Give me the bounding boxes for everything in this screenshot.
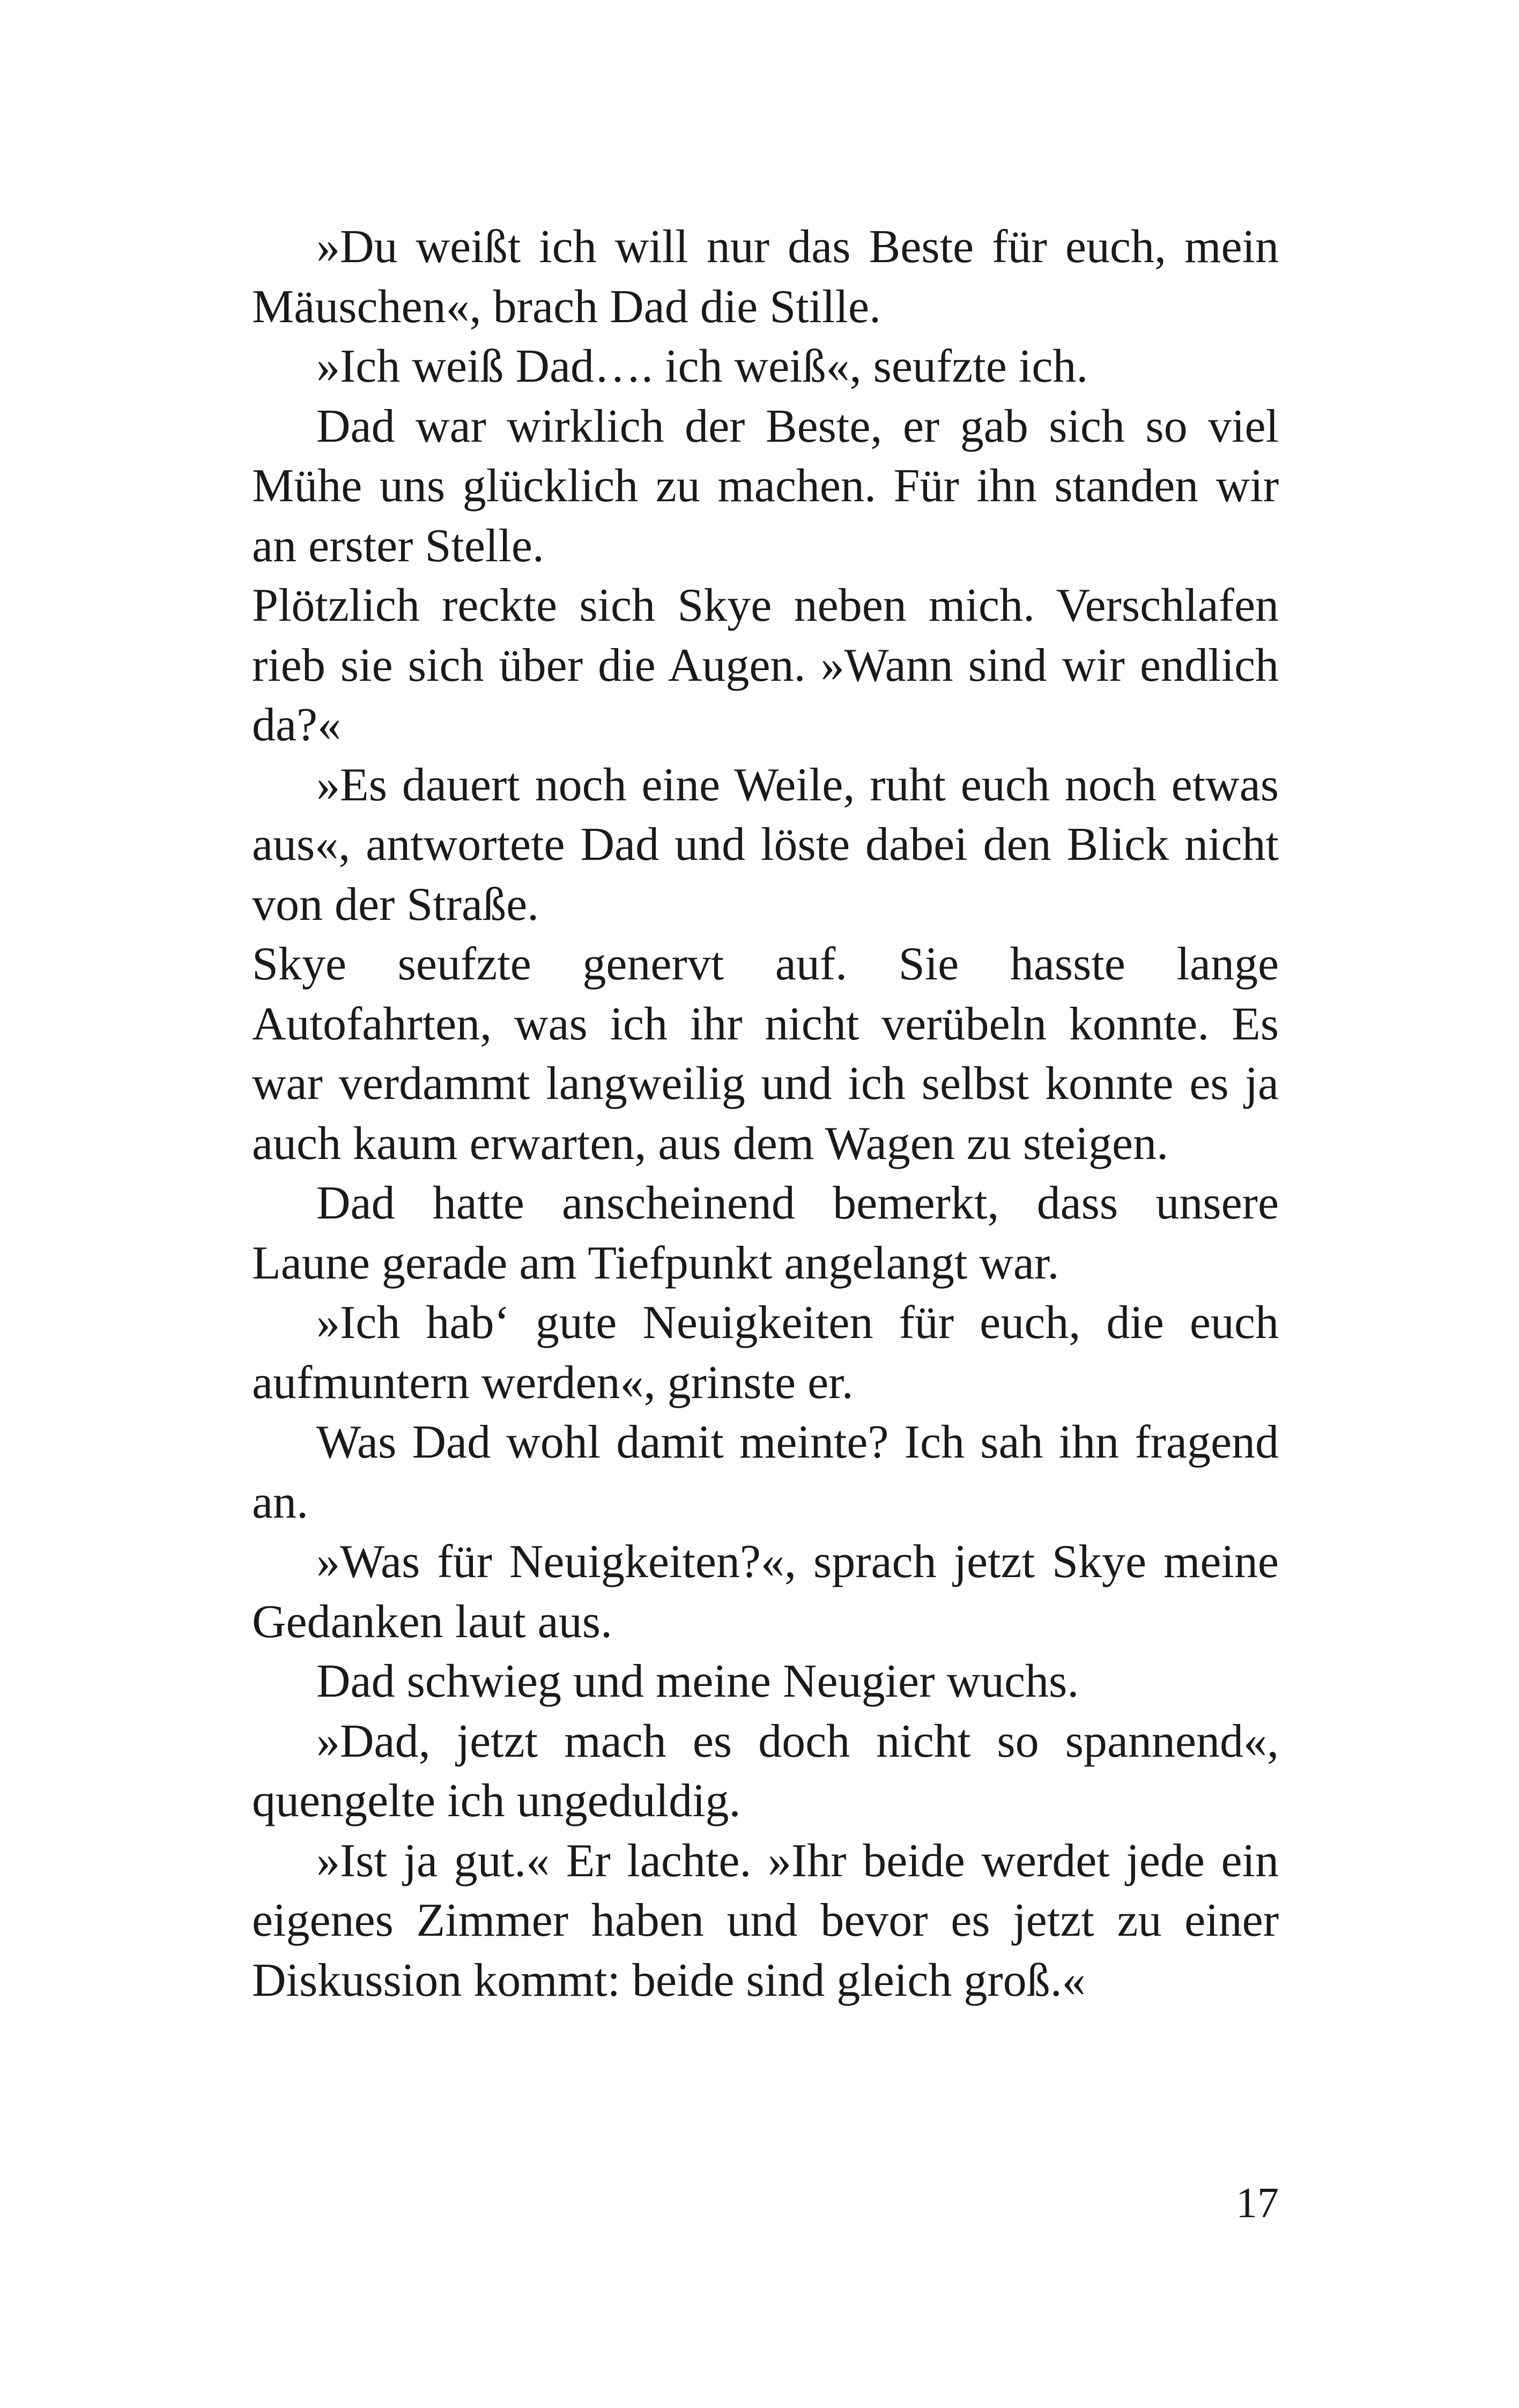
paragraph: »Du weißt ich will nur das Beste für euch, mein Mäuschen«, brach Dad die Stille. (252, 221, 1279, 333)
body-text (252, 217, 1279, 2010)
paragraph: »Es dauert noch eine Weile, ruht euch noch etwas aus«, antwortete Dad und löste dabei den Blick nicht von der Straße. (252, 759, 1279, 931)
paragraph: »Ist ja gut.« Er lachte. »Ihr beide werdet jede ein eigenes Zimmer haben und bevor es jetzt zu einer Diskussion kommt: beide sind gleich groß.« (252, 1834, 1279, 2006)
paragraph: »Ich weiß Dad…. ich weiß«, seufzte ich. (316, 340, 1088, 392)
paragraph: Dad hatte anscheinend bemerkt, dass unsere Laune gerade am Tiefpunkt angelangt war. (252, 1177, 1279, 1289)
page-number: 17 (1236, 2180, 1279, 2227)
paragraph: Skye seufzte genervt auf. Sie hasste lange Autofahrten, was ich ihr nicht verübeln konnte. Es war verdammt langweilig und ich selbst konnte es ja auch kaum erwarten, aus dem Wagen zu steigen. (252, 938, 1279, 1170)
paragraph: »Dad, jetzt mach es doch nicht so spannend«, quengelte ich ungeduldig. (252, 1715, 1279, 1827)
paragraph: Plötzlich reckte sich Skye neben mich. Verschlafen rieb sie sich über die Augen. »Wann sind wir endlich da?« (252, 579, 1279, 751)
paragraph: Was Dad wohl damit meinte? Ich sah ihn fragend an. (252, 1416, 1279, 1528)
paragraph: »Ich hab‘ gute Neuigkeiten für euch, die euch aufmuntern werden«, grinste er. (252, 1297, 1279, 1409)
paragraph: Dad schwieg und meine Neugier wuchs. (316, 1655, 1079, 1707)
paragraph: Dad war wirklich der Beste, er gab sich so viel Mühe uns glücklich zu machen. Für ihn standen wir an erster Stelle. (252, 400, 1279, 572)
paragraph: »Was für Neuigkeiten?«, sprach jetzt Skye meine Gedanken laut aus. (252, 1536, 1279, 1648)
